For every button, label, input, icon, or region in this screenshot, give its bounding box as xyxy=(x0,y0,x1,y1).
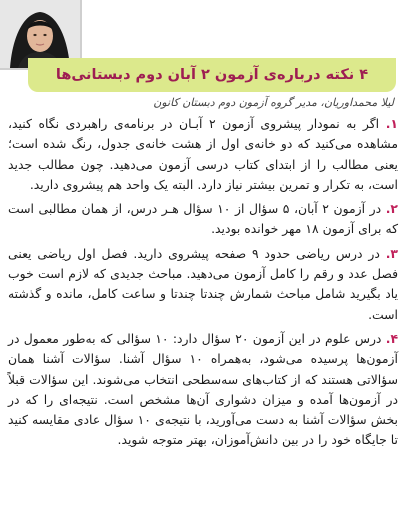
paragraph-4 xyxy=(8,329,398,451)
paragraph-text: درس علوم در این آزمون ۲۰ سؤال دارد: ۱۰ سؤالی که به‌طور معمول در آزمون‌ها پرسیده می‌شود، به‌همراه ۱۰ سؤال آشنا. سؤالات آشنا همان سؤالاتی هستند که از کتاب‌های سه‌سطحی انتخاب می‌شوند. این سؤالات قبلاً در آزمون‌ها آمده و میزان دشواری آن‌ها مشخص است. نتیجه‌ای را که در بخش سؤالات آشنا به دست می‌آورید، با نتیجه‌ی ۱۰ سؤال عادی مقایسه کنید تا جایگاه خود را در بین دانش‌آموزان، بهتر متوجه شوید. xyxy=(8,330,398,448)
paragraph-number: ۴. xyxy=(385,330,399,346)
paragraph-3 xyxy=(8,244,398,325)
paragraph-text: در درس ریاضی حدود ۹ صفحه پیشروی دارید. فصل اول ریاضی یعنی فصل عدد و رقم را کامل آزمون می‌دهید. مباحث جدیدی که لازم است خوب یاد بگیرید شامل مباحث شمارش چندتا چندتا و ساعت کامل، مانده و گذشته است. xyxy=(8,245,398,322)
paragraph-text: در آزمون ۲ آبان، ۵ سؤال از ۱۰ سؤال هـر درس، از همان مطالبی است که برای آزمون ۱۸ مهر خوانده بودید. xyxy=(8,201,398,237)
paragraph-text: اگر به نمودار پیشروی آزمون ۲ آبـان در برنامه‌ی راهبردی نگاه کنید، مشاهده می‌کنید که دو خانه‌ی اول از هشت خانه‌ی جدول، رنگ شده است؛ یعنی مطالب را از ابتدای کتاب درسی آزمون می‌دهید. چون مطالب جدید است، به تکرار و تمرین بیشتر نیاز دارد. البته یک واحد هم پیشروی دارید. xyxy=(8,116,398,192)
article-body xyxy=(8,114,398,455)
paragraph-number: ۱. xyxy=(385,116,398,131)
paragraph-number: ۲. xyxy=(385,201,398,217)
paragraph-number: ۳. xyxy=(385,245,398,261)
article-title: ۴ نکته درباره‌ی آزمون ۲ آبان دوم دبستانی‌ها xyxy=(55,67,369,83)
paragraph-1 xyxy=(8,114,398,195)
author-byline: لیلا محمداوریان، مدیر گروه آزمون دوم دبستان کانون xyxy=(153,96,394,109)
paragraph-2 xyxy=(8,199,398,240)
article-title-bar xyxy=(28,58,396,92)
